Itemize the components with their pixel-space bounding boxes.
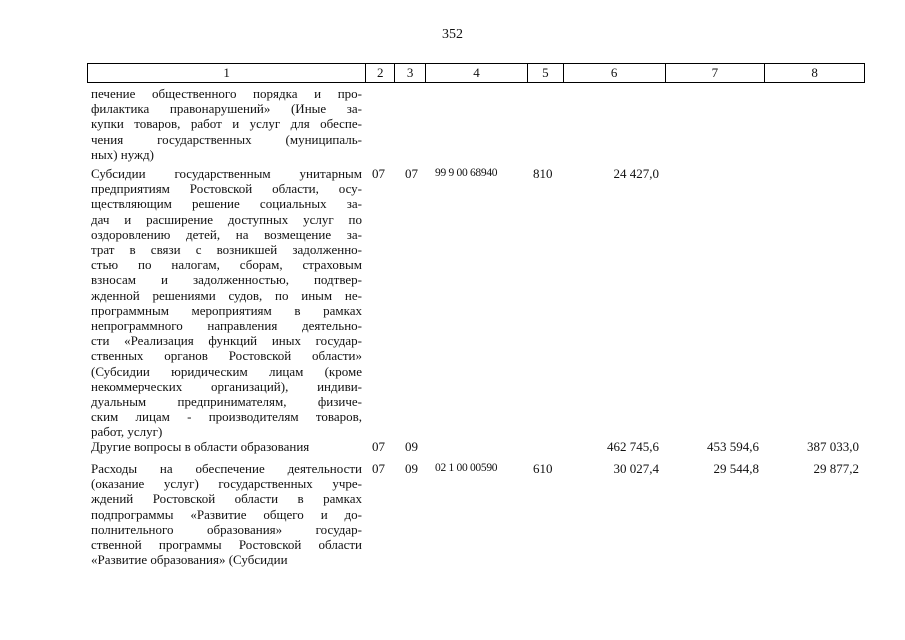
description-line: дач и расширение доступных услуг по	[91, 211, 362, 227]
header-col-7: 7	[666, 64, 766, 82]
row-description	[91, 461, 362, 567]
description-line: ждений Ростовской области в рамках	[91, 491, 362, 507]
description-line: оздоровлению детей, на возмещение за-	[91, 226, 362, 242]
cell-col-2: 07	[372, 461, 385, 476]
description-line: работ, услуг)	[91, 424, 163, 440]
description-line: ных) нужд)	[91, 146, 154, 162]
header-col-8: 8	[811, 65, 818, 80]
description-line: трат в связи с возникшей задолженно-	[91, 242, 362, 258]
header-col-5: 5	[528, 64, 564, 82]
cell-col-5: 610	[533, 461, 553, 476]
cell-col-7: 29 544,8	[713, 461, 759, 476]
header-col-4: 4	[426, 64, 528, 82]
row-description	[91, 166, 362, 440]
description-line: Другие вопросы в области образования	[91, 439, 310, 454]
cell-col-6: 30 027,4	[613, 461, 659, 476]
description-line: программным мероприятиям в рамках	[91, 302, 362, 318]
page-number: 352	[442, 27, 463, 42]
cell-col-2: 07	[372, 439, 385, 454]
description-line: сти «Реализация функций иных государ-	[91, 333, 362, 349]
description-line: жденной решениями судов, по иным не-	[91, 287, 362, 303]
cell-col-4: 99 9 00 68940	[435, 167, 498, 179]
cell-col-8: 387 033,0	[807, 439, 859, 454]
description-line: подпрограммы «Развитие общего и до-	[91, 506, 362, 522]
description-line: ским лицам - производителям товаров,	[91, 409, 362, 425]
description-line: непрограммного направления деятельно-	[91, 318, 362, 334]
description-line: ственной программы Ростовской области	[91, 537, 362, 553]
row-description	[91, 86, 362, 162]
description-line: купки товаров, работ и услуг для обеспе-	[91, 116, 362, 132]
table-header	[87, 63, 865, 83]
row-description	[91, 439, 362, 454]
description-line: чения государственных (муниципаль-	[91, 131, 362, 147]
cell-col-4: 02 1 00 00590	[435, 462, 498, 474]
cell-col-6: 462 745,6	[607, 439, 659, 454]
cell-col-5: 810	[533, 166, 553, 181]
cell-col-6: 24 427,0	[613, 166, 659, 181]
description-line: дуальным предпринимателям, физиче-	[91, 394, 362, 410]
description-line: (Субсидии юридическим лицам (кроме	[91, 363, 362, 379]
description-line: полнительного образования» государ-	[91, 521, 362, 537]
cell-col-3: 09	[405, 461, 418, 476]
header-col-1: 1	[88, 64, 366, 82]
description-line: Субсидии государственным унитарным	[91, 166, 362, 181]
description-line: филактика правонарушений» (Иные за-	[91, 101, 362, 117]
description-line: Расходы на обеспечение деятельности	[91, 461, 362, 476]
cell-col-3: 09	[405, 439, 418, 454]
cell-col-3: 07	[405, 166, 418, 181]
description-line: (оказание услуг) государственных учре-	[91, 476, 362, 492]
description-line: ственных органов Ростовской области»	[91, 348, 362, 364]
description-line: ществляющим решение социальных за-	[91, 196, 362, 212]
header-col-6: 6	[564, 64, 666, 82]
header-col-3: 3	[395, 64, 426, 82]
description-line: стью по налогам, сборам, страховым	[91, 257, 362, 273]
header-col-2: 2	[366, 64, 395, 82]
cell-col-2: 07	[372, 166, 385, 181]
description-line: печение общественного порядка и про-	[91, 86, 362, 101]
description-line: «Развитие образования» (Субсидии	[91, 552, 288, 568]
description-line: некоммерческих организаций), индиви-	[91, 378, 362, 394]
description-line: взносам и задолженностью, подтвер-	[91, 272, 362, 288]
description-line: предприятиям Ростовской области, осу-	[91, 181, 362, 197]
cell-col-8: 29 877,2	[813, 461, 859, 476]
cell-col-7: 453 594,6	[707, 439, 759, 454]
